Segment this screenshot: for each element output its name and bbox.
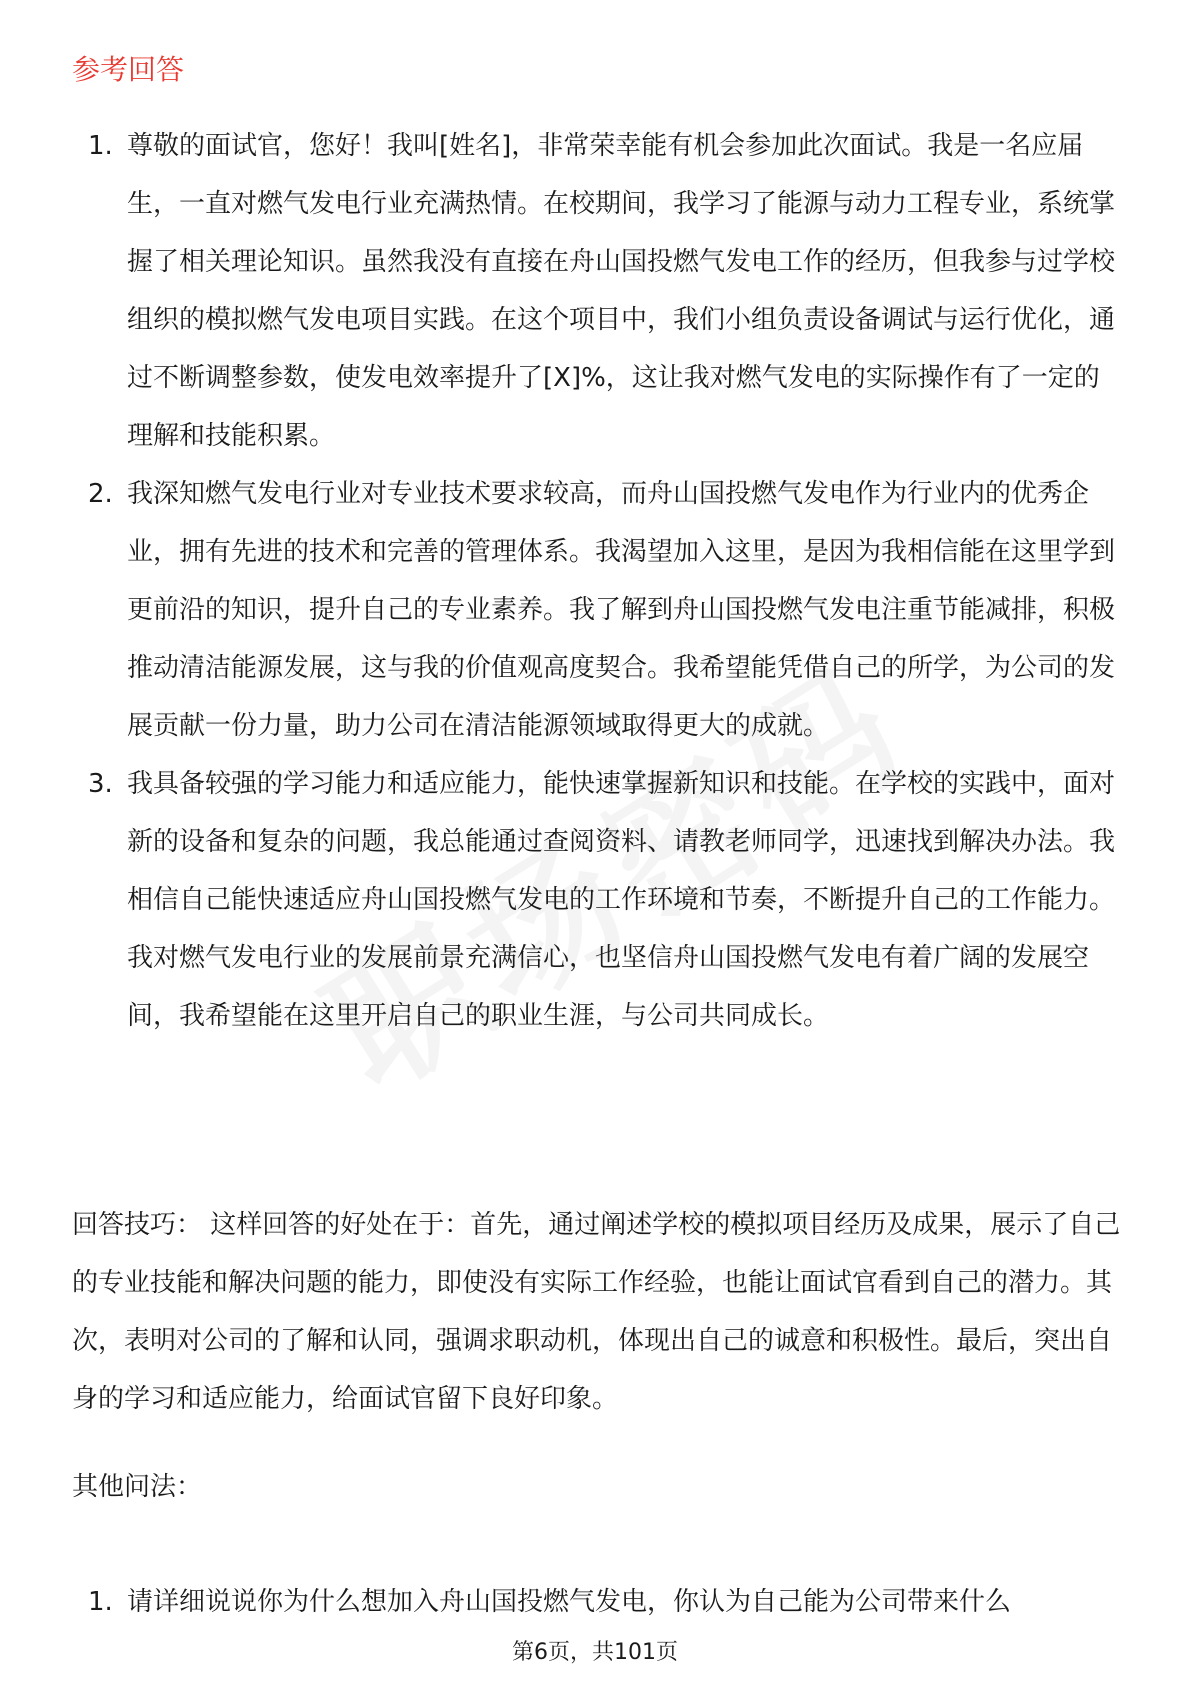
list-item xyxy=(72,465,1120,755)
list-item-number: 2. xyxy=(88,479,113,509)
section-title: 参考回答 xyxy=(72,53,185,86)
page-footer: 第6页，共101页 xyxy=(512,1640,678,1665)
list-item xyxy=(72,117,1120,465)
list-item-number: 1. xyxy=(88,131,113,161)
list-item-text: 我深知燃气发电行业对专业技术要求较高，而舟山国投燃气发电作为行业内的优秀企业，拥有先进的技术和完善的管理体系。我渴望加入这里，是因为我相信能在这里学到更前沿的知识，提升自己的专业素养。我了解到舟山国投燃气发电注重节能减排，积极推动清洁能源发展，这与我的价值观高度契合。我希望能凭借自己的所学，为公司的发展贡献一份力量，助力公司在清洁能源领域取得更大的成就。 xyxy=(127,479,1116,741)
answer-tip: 回答技巧： 这样回答的好处在于：首先，通过阐述学校的模拟项目经历及成果，展示了自己的专业技能和解决问题的能力，即使没有实际工作经验，也能让面试官看到自己的潜力。其次，表明对公司的了解和认同，强调求职动机，体现出自己的诚意和积极性。最后，突出自身的学习和适应能力，给面试官留下良好印象。 xyxy=(72,1210,1121,1414)
list-item-text: 尊敬的面试官，您好！我叫[姓名]，非常荣幸能有机会参加此次面试。我是一名应届生，一直对燃气发电行业充满热情。在校期间，我学习了能源与动力工程专业，系统掌握了相关理论知识。虽然我没有直接在舟山国投燃气发电工作的经历，但我参与过学校组织的模拟燃气发电项目实践。在这个项目中，我们小组负责设备调试与运行优化，通过不断调整参数，使发电效率提升了[X]%，这让我对燃气发电的实际操作有了一定的理解和技能积累。 xyxy=(127,131,1116,451)
list-item-text: 请详细说说你为什么想加入舟山国投燃气发电，你认为自己能为公司带来什么 xyxy=(127,1587,1012,1617)
list-item-number: 1. xyxy=(88,1587,113,1617)
list-item-number: 3. xyxy=(88,769,113,799)
list-item xyxy=(72,755,1120,1045)
other-questions-label: 其他问法： xyxy=(72,1472,203,1502)
list-item xyxy=(72,1573,1120,1631)
other-questions-list xyxy=(72,1573,1120,1631)
list-item-text: 我具备较强的学习能力和适应能力，能快速掌握新知识和技能。在学校的实践中，面对新的设备和复杂的问题，我总能通过查阅资料、请教老师同学，迅速找到解决办法。我相信自己能快速适应舟山国投燃气发电的工作环境和节奏，不断提升自己的工作能力。我对燃气发电行业的发展前景充满信心，也坚信舟山国投燃气发电有着广阔的发展空间，我希望能在这里开启自己的职业生涯，与公司共同成长。 xyxy=(127,769,1116,1031)
answer-list xyxy=(72,117,1120,1045)
